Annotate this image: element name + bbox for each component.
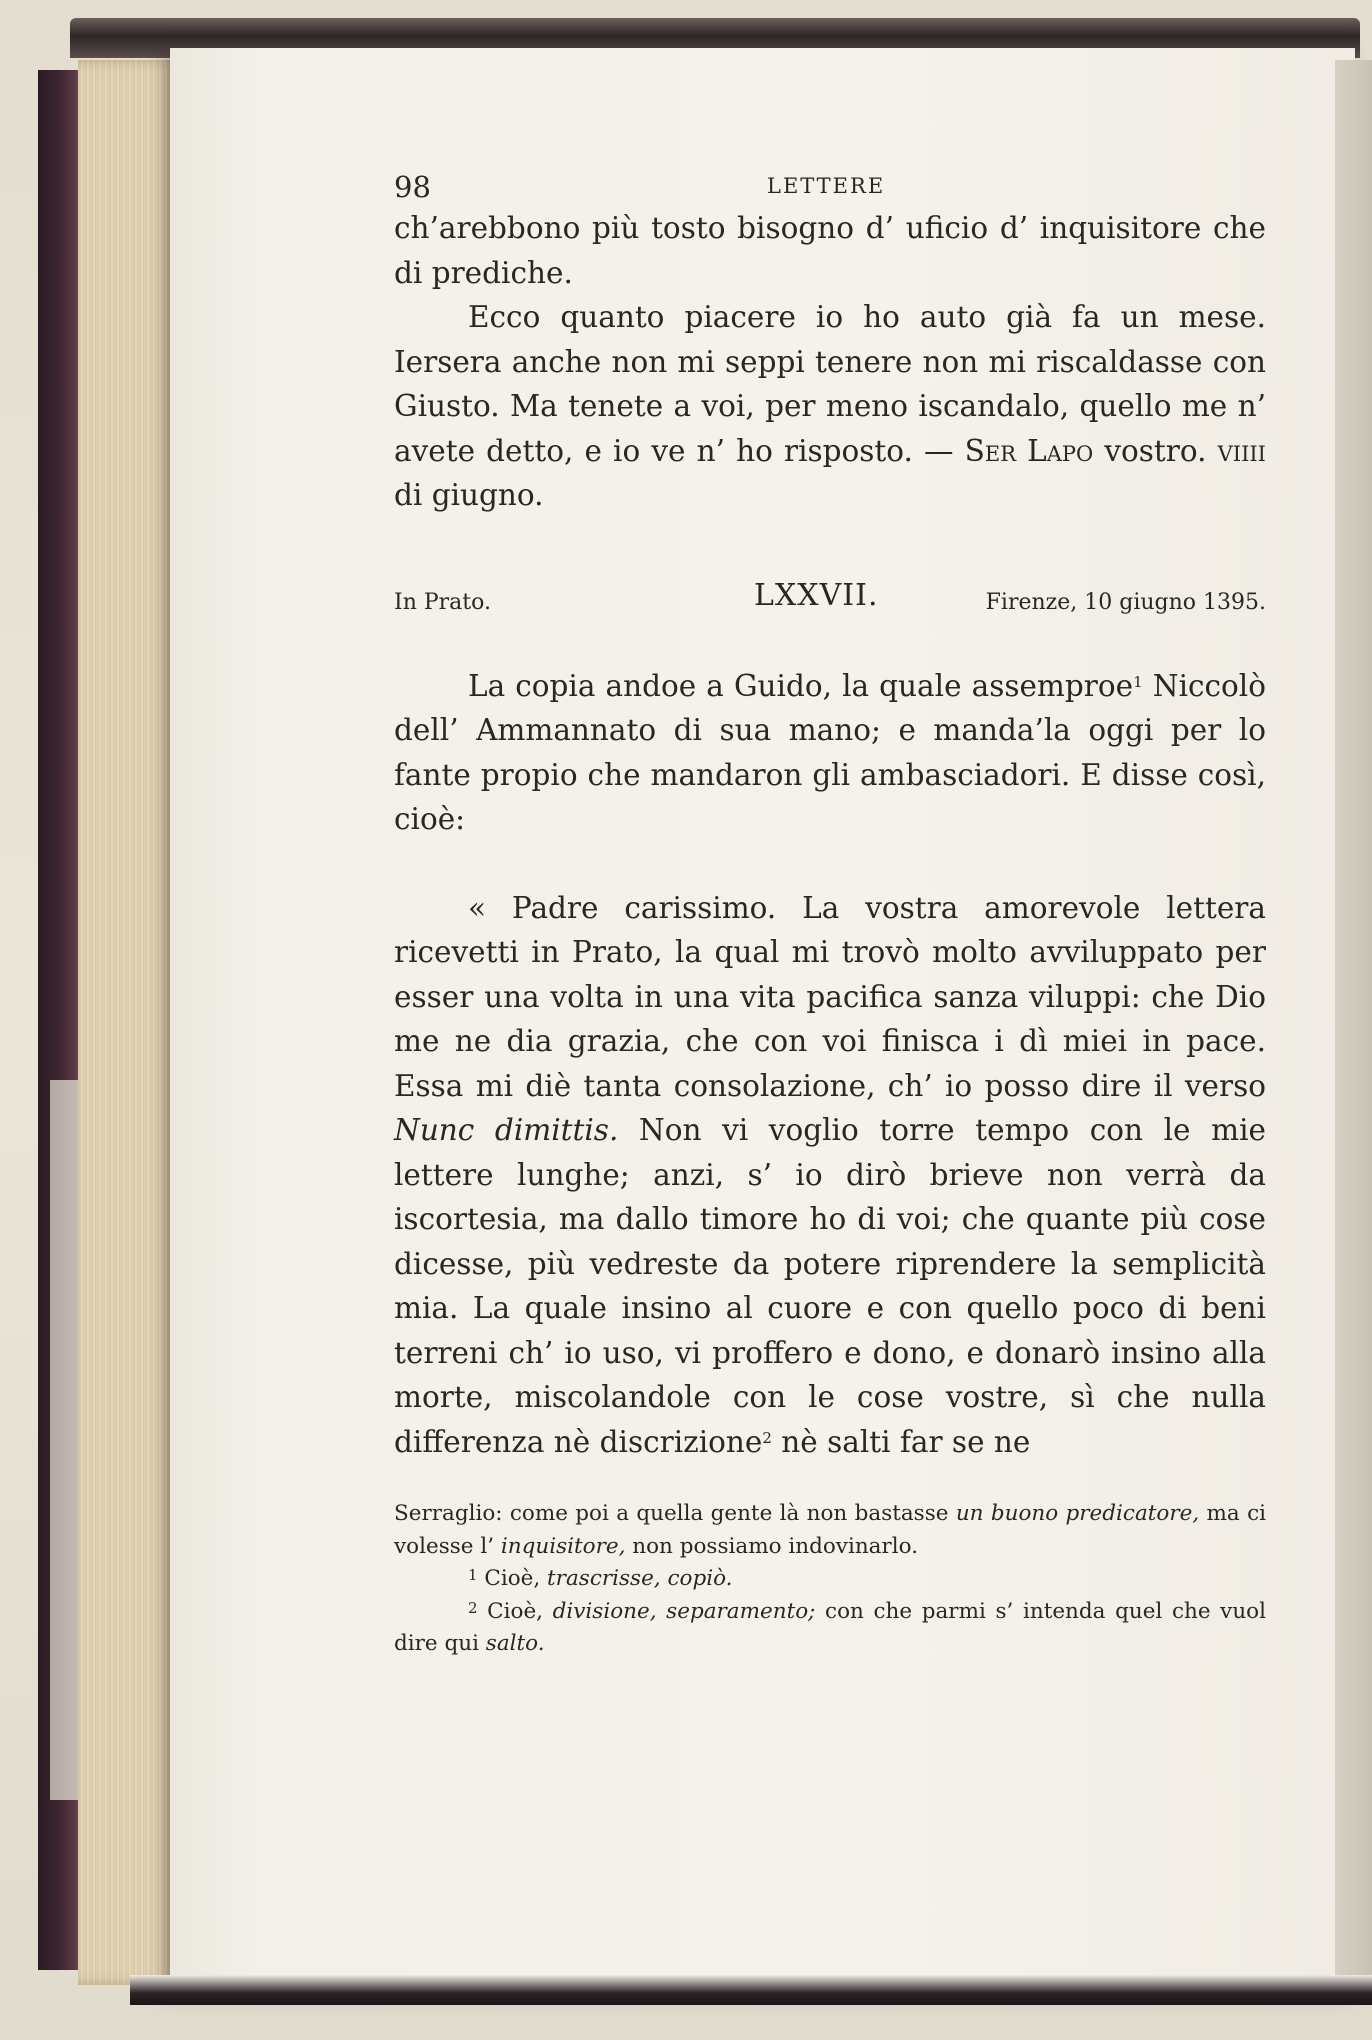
book-bottom-cover [130, 1975, 1372, 2005]
spacer [394, 842, 1266, 886]
closing-paragraph-1: ch’arebbono più tosto bisogno d’ uficio d’ inquisitore che di prediche. [394, 211, 1266, 290]
body-paragraph-2: « Padre carissimo. La vostra amorevole lettera ricevetti in Prato, la qual mi trovò molto avviluppato per esser una volta in una vita pacifica sanza viluppi: che Dio me ne dia grazia, che con voi finisca i dì miei in pace. Essa mi diè tanta consolazione, ch’ io posso dire il verso Nunc dimittis. Non vi voglio torre tempo con le mie lettere lunghe; anzi, s’ io dirò brieve non verrà da iscortesia, ma dallo timore ho di voi; che quante più cose dicesse, più vedreste da potere riprendere la semplicità mia. La quale insino al cuore e con quello poco di beni terreni ch’ io uso, vi proffero e dono, e donarò insino alla morte, miscolandole con le cose vostre, sì che nulla differenza nè discrizione$^2$ nè salti far se ne [394, 890, 1266, 1459]
letter-number: LXXVII. [754, 577, 879, 613]
signature: Ser Lapo [964, 433, 1094, 468]
page-content [394, 160, 1266, 1661]
footnote-ref-1: 1 [1133, 672, 1143, 691]
footnote-1: $^1$ Cioè, trascrisse, copiò. [468, 1566, 733, 1591]
page-number: 98 [394, 170, 431, 204]
spacer [394, 622, 1266, 664]
footnote-ref-2: 2 [762, 1428, 772, 1447]
letter-heading [394, 578, 1266, 622]
letter-place: In Prato. [394, 589, 491, 615]
page-edges [78, 60, 178, 1985]
body-paragraph-1: La copia andoe a Guido, la quale assemproe$^1$ Niccolò dell’ Ammannato di sua mano; e manda’la oggi per lo fante propio che mandaron gli ambasciadori. E disse così, cioè: [394, 668, 1266, 836]
running-head [394, 160, 1266, 204]
running-title: LETTERE [767, 174, 886, 198]
date-roman: viiii [1217, 433, 1266, 468]
footnotes [394, 1498, 1266, 1661]
footnote-continued: Serraglio: come poi a quella gente là non bastasse un buono predicatore, ma ci volesse l’ inquisitore, non possiamo indovinarlo. [394, 1501, 1266, 1559]
footnote-2: $^2$ Cioè, divisione, separamento; con che parmi s’ intenda quel che vuol dire qui salto. [394, 1598, 1266, 1656]
letter-date: Firenze, 10 giugno 1395. [985, 589, 1266, 615]
closing-paragraph-2: Ecco quanto piacere io ho auto già fa un mese. Iersera anche non mi seppi tenere non mi riscaldasse con Giusto. Ma tenete a voi, per meno iscandalo, quello me n’ avete detto, e io ve n’ ho risposto. — Ser Lapo vostro. viiii di giugno. [394, 300, 1266, 512]
facing-page-edge [1335, 60, 1372, 1990]
latin-quote: Nunc dimittis. [394, 1113, 619, 1147]
